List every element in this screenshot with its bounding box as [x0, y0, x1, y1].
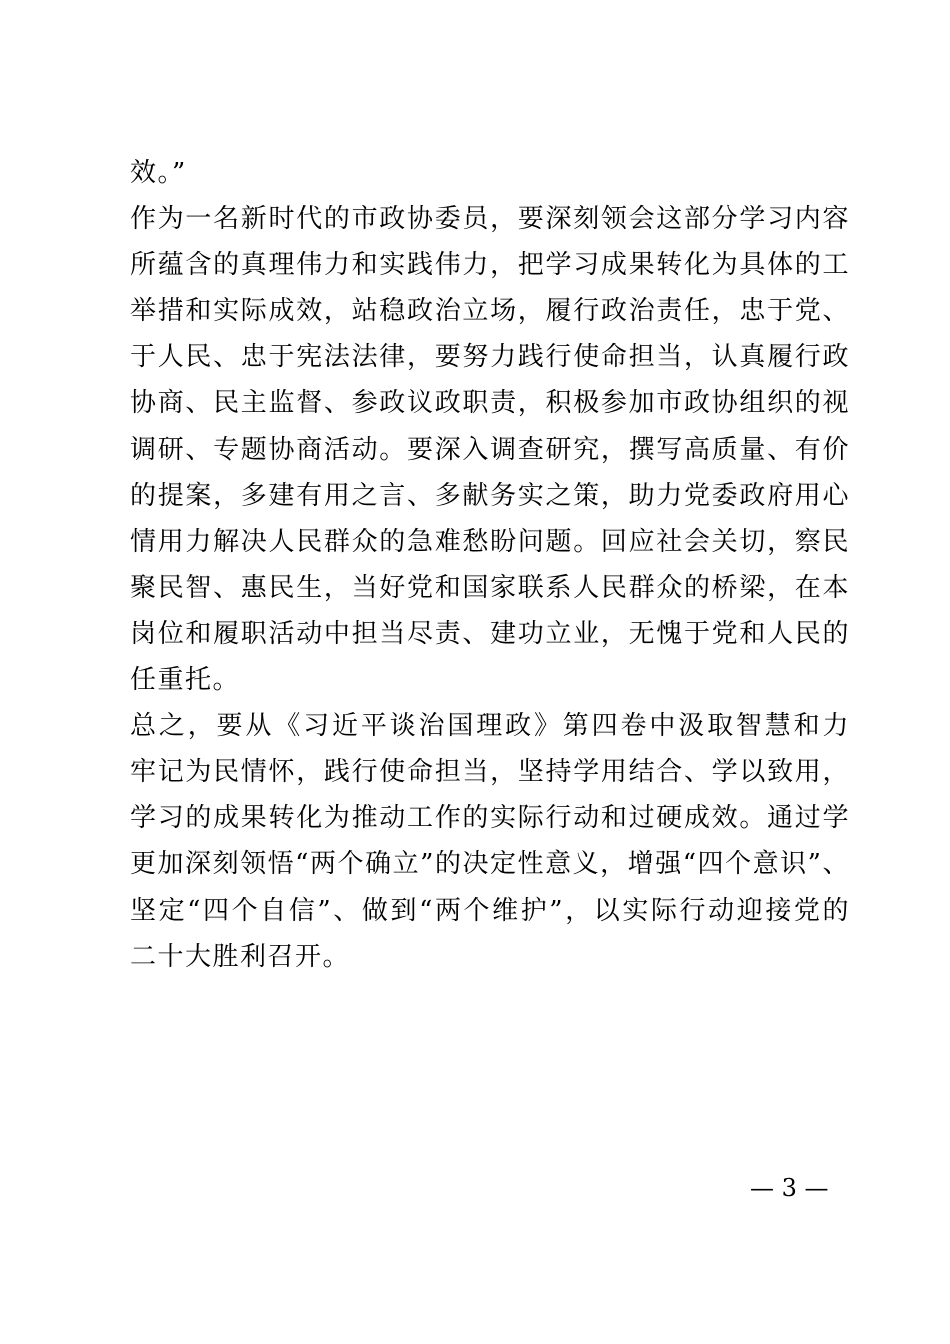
text-line: 效。” — [130, 158, 187, 188]
text-line: 所蕴含的真理伟力和实践伟力，把学习成果转化为具体的工 — [130, 250, 850, 281]
text-line: 协商、民主监督、参政议政职责，积极参加市政协组织的视 — [130, 388, 850, 419]
text-line: 二十大胜利召开。 — [130, 941, 351, 972]
text-line: 更加深刻领悟“两个确立”的决定性意义，增强“四个意识”、 — [130, 849, 850, 880]
text-line: 于人民、忠于宪法法律，要努力践行使命担当，认真履行政 — [130, 342, 850, 373]
text-line: 坚定“四个自信”、做到“两个维护”，以实际行动迎接党的 — [130, 895, 850, 926]
text-line: 情用力解决人民群众的急难愁盼问题。回应社会关切，察民 — [130, 526, 850, 557]
text-line: 作为一名新时代的市政协委员，要深刻领会这部分学习内容 — [130, 204, 850, 235]
text-line: 举措和实际成效，站稳政治立场，履行政治责任，忠于党、 — [130, 296, 850, 327]
text-line: 调研、专题协商活动。要深入调查研究，撰写高质量、有价 — [130, 434, 850, 465]
text-line: 聚民智、惠民生，当好党和国家联系人民群众的桥梁，在本 — [130, 572, 850, 603]
text-line: 牢记为民情怀，践行使命担当，坚持学用结合、学以致用， — [130, 757, 850, 788]
text-line: 总之，要从《习近平谈治国理政》第四卷中汲取智慧和力 — [130, 711, 850, 742]
text-line: 学习的成果转化为推动工作的实际行动和过硬成效。通过学 — [130, 803, 850, 834]
text-line: 岗位和履职活动中担当尽责、建功立业，无愧于党和人民的 — [130, 618, 850, 649]
text-line: 的提案，多建有用之言、多献务实之策，助力党委政府用心 — [130, 480, 850, 511]
document-body — [130, 150, 850, 980]
page-number: — 3 — — [750, 1174, 829, 1202]
text-line: 任重托。 — [130, 665, 241, 696]
